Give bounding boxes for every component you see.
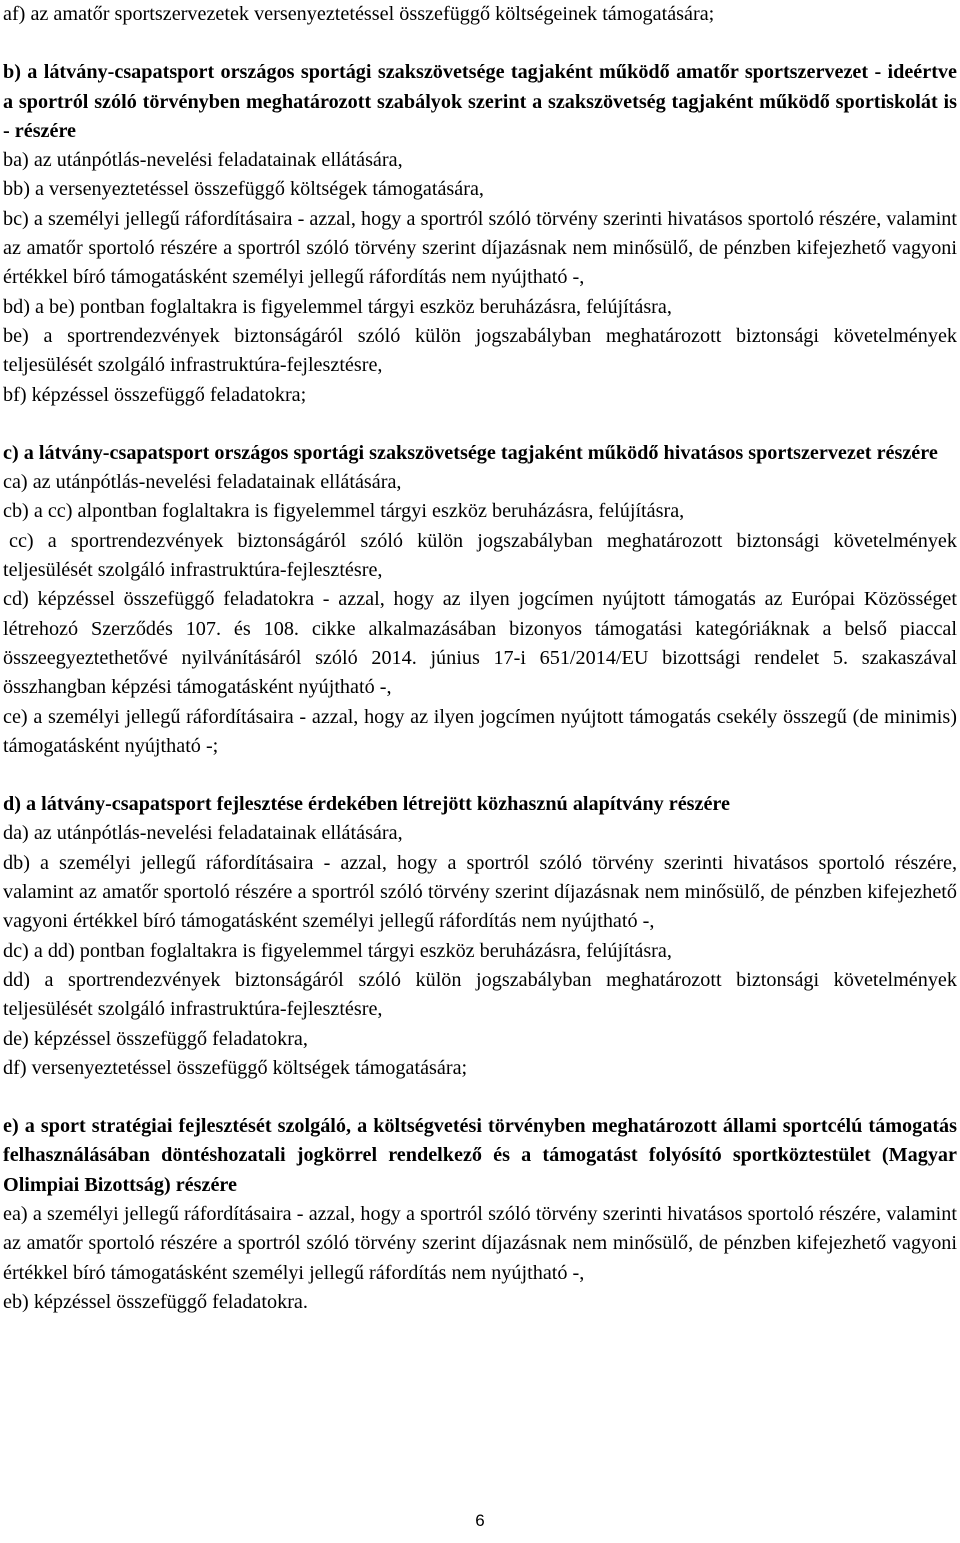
item-ce: ce) a személyi jellegű ráfordításaira - azzal, hogy az ilyen jogcímen nyújtott támogatás csekély összegű (de minimis) támogatásként nyújtható -;	[3, 705, 957, 757]
spacer	[3, 410, 957, 439]
item-cd: cd) képzéssel összefüggő feladatokra - azzal, hogy az ilyen jogcímen nyújtott támogatás az Európai Közösséget létrehozó Szerződés 107. és 108. cikke alkalmazásában bizonyos támogatási kategóriáknak a belső piaccal összeegyeztethetővé nyilvánításáról szóló 2014. június 17-i 651/2014/EU bizottsági rendelet 5. szakaszával összhangban képzési támogatásként nyújtható -,	[3, 588, 957, 699]
section-c-heading: c) a látvány-csapatsport országos sportági szakszövetsége tagjaként működő hivatásos sportszervezet részére	[3, 441, 938, 464]
item-bf: bf) képzéssel összefüggő feladatokra;	[3, 383, 307, 406]
paragraph-af: af) az amatőr sportszervezetek versenyeztetéssel összefüggő költségeinek támogatására;	[3, 3, 715, 25]
spacer	[3, 761, 957, 790]
item-eb: eb) képzéssel összefüggő feladatokra.	[3, 1290, 308, 1313]
item-dc: dc) a dd) pontban foglaltakra is figyelemmel tárgyi eszköz beruházásra, felújításra,	[3, 939, 672, 962]
item-dd: dd) a sportrendezvények biztonságáról szóló külön jogszabályban meghatározott biztonsági követelmények teljesülését szolgáló infrastruktúra-fejlesztésre,	[3, 968, 957, 1021]
item-cb: cb) a cc) alpontban foglaltakra is figyelemmel tárgyi eszköz beruházásra, felújításra,	[3, 500, 685, 523]
item-bd: bd) a be) pontban foglaltakra is figyelemmel tárgyi eszköz beruházásra, felújításra,	[3, 295, 672, 318]
spacer	[3, 1083, 957, 1112]
document-body	[3, 0, 957, 1317]
item-df: df) versenyeztetéssel összefüggő költségek támogatására;	[3, 1056, 468, 1079]
item-ca: ca) az utánpótlás-nevelési feladatainak ellátására,	[3, 471, 402, 494]
item-ba: ba) az utánpótlás-nevelési feladatainak ellátására,	[3, 149, 403, 172]
section-d-heading: d) a látvány-csapatsport fejlesztése érdekében létrejött közhasznú alapítvány részére	[3, 793, 730, 816]
item-de: de) képzéssel összefüggő feladatokra,	[3, 1027, 308, 1050]
item-bb: bb) a versenyeztetéssel összefüggő költségek támogatására,	[3, 178, 484, 201]
item-be: be) a sportrendezvények biztonságáról szóló külön jogszabályban meghatározott biztonsági követelmények teljesülését szolgáló infrastruktúra-fejlesztésre,	[3, 324, 957, 377]
item-cc: cc) a sportrendezvények biztonságáról szóló külön jogszabályban meghatározott biztonsági követelmények teljesülését szolgáló infrastruktúra-fejlesztésre,	[3, 529, 957, 582]
item-bc: bc) a személyi jellegű ráfordításaira - azzal, hogy a sportról szóló törvény szerinti hivatásos sportoló részére, valamint az amatőr sportoló részére a sportról szóló törvény szerint díjazásnak nem minősülő, de pénzben kifejezhető vagyoni értékkel bíró támogatásként személyi jellegű ráfordítás nem nyújtható -,	[3, 207, 957, 289]
page-number: 6	[475, 1511, 485, 1530]
spacer	[3, 29, 957, 58]
item-ea: ea) a személyi jellegű ráfordításaira - azzal, hogy a sportról szóló törvény szerinti hivatásos sportoló részére, valamint az amatőr sportoló részére a sportról szóló törvény szerint díjazásnak nem minősülő, de pénzben kifejezhető vagyoni értékkel bíró támogatásként személyi jellegű ráfordítás nem nyújtható -,	[3, 1202, 957, 1284]
item-db: db) a személyi jellegű ráfordításaira - azzal, hogy a sportról szóló törvény szerinti hivatásos sportoló részére, valamint az amatőr sportoló részére a sportról szóló törvény szerint díjazásnak nem minősülő, de pénzben kifejezhető vagyoni értékkel bíró támogatásként személyi jellegű ráfordítás nem nyújtható -,	[3, 851, 957, 933]
section-b-heading: b) a látvány-csapatsport országos sportági szakszövetsége tagjaként működő amatőr sportszervezet - ideértve a sportról szóló törvényben meghatározott szabályok szerint a szakszövetség tagjaként működő sportiskolát is - részére	[3, 61, 957, 142]
section-e-heading: e) a sport stratégiai fejlesztését szolgáló, a költségvetési törvényben meghatározott állami sportcélú támogatás felhasználásában döntéshozatali jogkörrel rendelkező és a támogatást folyósító sportköztestület (Magyar Olimpiai Bizottság) részére	[3, 1115, 957, 1196]
item-da: da) az utánpótlás-nevelési feladatainak ellátására,	[3, 822, 403, 845]
